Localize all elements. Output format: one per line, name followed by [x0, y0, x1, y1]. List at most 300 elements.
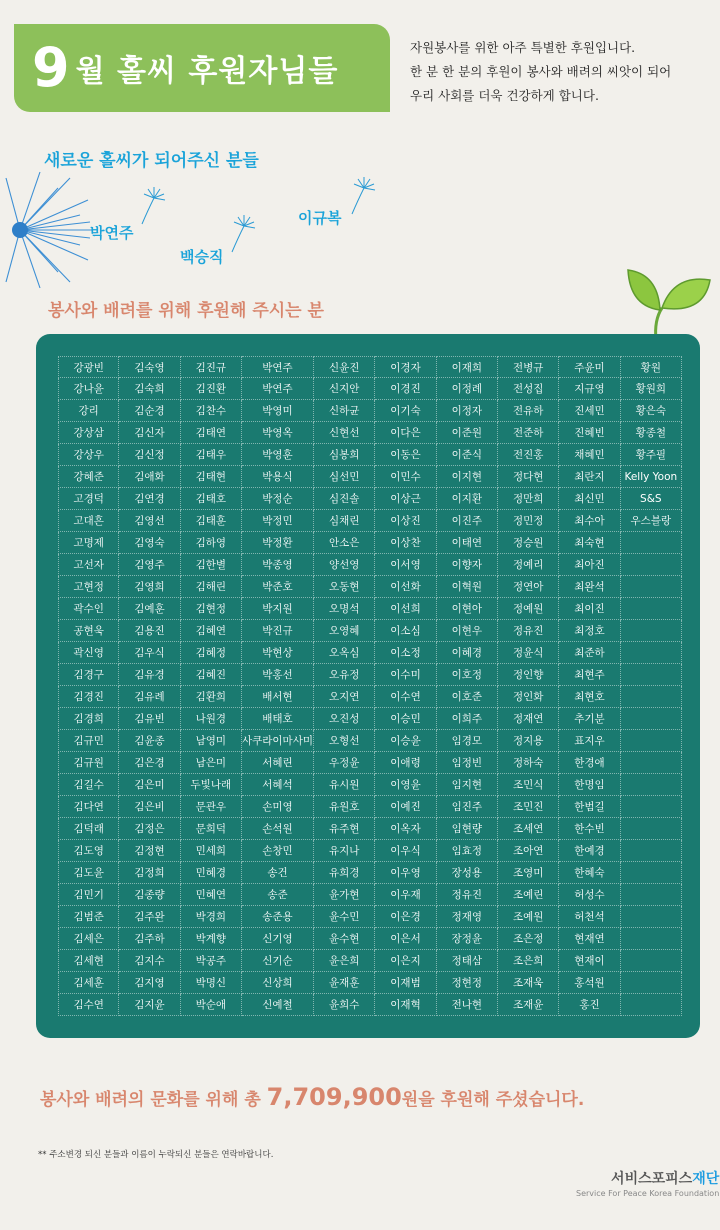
supporter-name-cell: 강광빈	[58, 356, 119, 378]
supporter-name-cell	[621, 774, 682, 796]
supporter-name-cell: 정민정	[498, 510, 559, 532]
supporter-name-cell: 김경구	[58, 664, 119, 686]
supporter-name-cell: 홍석원	[559, 972, 620, 994]
supporter-name-cell: 이향자	[437, 554, 498, 576]
supporter-name-cell: 이재혁	[375, 994, 436, 1016]
supporter-name-cell	[621, 708, 682, 730]
supporter-name-cell: 임진주	[437, 796, 498, 818]
dandelion-icon	[0, 170, 100, 290]
supporter-name-cell: 전준하	[498, 422, 559, 444]
supporter-name-cell: 서혜린	[242, 752, 314, 774]
supporter-name-cell: 공현욱	[58, 620, 119, 642]
supporter-name-cell: 최현주	[559, 664, 620, 686]
supporter-name-cell: 안소은	[314, 532, 375, 554]
supporter-name-cell: 정인화	[498, 686, 559, 708]
new-donor-name: 이규복	[298, 209, 342, 227]
supporter-name-cell: S&S	[621, 488, 682, 510]
supporter-name-cell: 정만희	[498, 488, 559, 510]
supporter-name-cell: 허천석	[559, 906, 620, 928]
supporter-name-cell: 정지용	[498, 730, 559, 752]
supporter-name-cell: 정연아	[498, 576, 559, 598]
supporter-name-cell: 신상희	[242, 972, 314, 994]
supporter-name-cell: 나원경	[181, 708, 242, 730]
supporter-name-cell	[621, 642, 682, 664]
supporter-name-cell: 신하균	[314, 400, 375, 422]
supporter-name-cell	[621, 532, 682, 554]
supporter-name-cell: 문관우	[181, 796, 242, 818]
supporter-name-cell: 박현상	[242, 642, 314, 664]
supporter-name-cell: 최준하	[559, 642, 620, 664]
supporters-board	[36, 334, 700, 1038]
supporter-name-cell: 서혜석	[242, 774, 314, 796]
supporter-name-cell	[621, 598, 682, 620]
supporter-name-cell: 이지환	[437, 488, 498, 510]
supporter-name-cell: 정인향	[498, 664, 559, 686]
supporter-name-cell	[621, 796, 682, 818]
supporter-name-cell: 이선희	[375, 598, 436, 620]
supporter-name-cell: 김세은	[58, 928, 119, 950]
supporter-name-cell: 전유하	[498, 400, 559, 422]
supporter-name-cell: 이민수	[375, 466, 436, 488]
supporter-name-cell: 이은지	[375, 950, 436, 972]
supporter-name-cell: 강상삼	[58, 422, 119, 444]
supporter-name-cell: 한혜숙	[559, 862, 620, 884]
supporter-name-cell: 신현선	[314, 422, 375, 444]
supporter-name-cell: 유주현	[314, 818, 375, 840]
supporters-grid	[58, 356, 682, 1016]
supporter-name-cell	[621, 730, 682, 752]
supporter-name-cell: 이소정	[375, 642, 436, 664]
supporter-name-cell: 김은미	[119, 774, 180, 796]
supporter-name-cell: 표지우	[559, 730, 620, 752]
supporter-name-cell: 김경진	[58, 686, 119, 708]
page-title: 월 홀씨 후원자님들	[75, 54, 339, 89]
supporter-name-cell: 이승윤	[375, 730, 436, 752]
supporter-name-cell: 오진성	[314, 708, 375, 730]
dandelion-seed-icon	[348, 176, 378, 216]
supporter-name-cell: 김범준	[58, 906, 119, 928]
logo-name-accent: 재단	[692, 1171, 720, 1187]
dandelion-seed-icon	[228, 214, 258, 254]
supporter-name-cell: 김한별	[181, 554, 242, 576]
supporter-name-cell: 이지현	[437, 466, 498, 488]
supporter-name-cell: 유지나	[314, 840, 375, 862]
supporter-name-cell: 윤수현	[314, 928, 375, 950]
supporter-name-cell: 김신정	[119, 444, 180, 466]
supporter-name-cell: 김신자	[119, 422, 180, 444]
supporter-name-cell: 김수연	[58, 994, 119, 1016]
supporter-name-cell: 조민진	[498, 796, 559, 818]
supporter-name-cell: 김민기	[58, 884, 119, 906]
supporter-name-cell: 김지수	[119, 950, 180, 972]
supporter-name-cell: 강나윤	[58, 378, 119, 400]
supporter-name-cell: 김영희	[119, 576, 180, 598]
supporter-name-cell: 박영옥	[242, 422, 314, 444]
supporter-name-cell: 김영숙	[119, 532, 180, 554]
supporter-name-cell: 박영훈	[242, 444, 314, 466]
supporter-name-cell: 전진홍	[498, 444, 559, 466]
supporter-name-cell: 진혜빈	[559, 422, 620, 444]
supporter-name-cell: 오동현	[314, 576, 375, 598]
supporter-name-cell: 윤은희	[314, 950, 375, 972]
logo-name-main: 서비스포피스	[611, 1171, 693, 1187]
supporter-name-cell: 우스블랑	[621, 510, 682, 532]
supporter-name-cell: 김하영	[181, 532, 242, 554]
supporter-name-cell: 김현정	[181, 598, 242, 620]
supporter-name-cell: 이옥자	[375, 818, 436, 840]
supporter-name-cell: 고현정	[58, 576, 119, 598]
supporter-name-cell: 문희덕	[181, 818, 242, 840]
supporter-name-cell: 최현호	[559, 686, 620, 708]
supporter-name-cell: 한경애	[559, 752, 620, 774]
supporter-name-cell: 이희주	[437, 708, 498, 730]
supporter-name-cell: 이호정	[437, 664, 498, 686]
supporter-name-cell: 신윤진	[314, 356, 375, 378]
supporter-name-cell: 김진환	[181, 378, 242, 400]
supporter-name-cell: 이현우	[437, 620, 498, 642]
supporter-name-cell: 정유진	[498, 620, 559, 642]
supporter-name-cell: 허성수	[559, 884, 620, 906]
supporter-name-cell: 정승원	[498, 532, 559, 554]
supporter-name-cell: 이소심	[375, 620, 436, 642]
supporter-name-cell: 박명신	[181, 972, 242, 994]
supporter-name-cell: 이기숙	[375, 400, 436, 422]
total-suffix: 원을 후원해 주셨습니다.	[401, 1090, 585, 1110]
supporter-name-cell: 이수미	[375, 664, 436, 686]
supporter-name-cell: 임정빈	[437, 752, 498, 774]
supporter-name-cell: 전병규	[498, 356, 559, 378]
supporter-name-cell: 박계향	[181, 928, 242, 950]
supporter-name-cell: 김예훈	[119, 598, 180, 620]
total-prefix: 봉사와 배려의 문화를 위해 총	[40, 1090, 267, 1110]
supporter-name-cell: 지규영	[559, 378, 620, 400]
supporter-name-cell: 최신민	[559, 488, 620, 510]
supporter-name-cell: 김다연	[58, 796, 119, 818]
supporter-name-cell: 정재영	[437, 906, 498, 928]
supporter-name-cell: 김숙영	[119, 356, 180, 378]
supporter-name-cell: 추기분	[559, 708, 620, 730]
supporter-name-cell: 김규원	[58, 752, 119, 774]
supporter-name-cell: 전나현	[437, 994, 498, 1016]
supporter-name-cell: 정태삼	[437, 950, 498, 972]
supporter-name-cell: 조재윤	[498, 994, 559, 1016]
supporter-name-cell: 한범길	[559, 796, 620, 818]
supporter-name-cell: 이다은	[375, 422, 436, 444]
supporter-name-cell: 이재희	[437, 356, 498, 378]
total-donation-statement	[40, 1083, 584, 1111]
supporter-name-cell: 강상우	[58, 444, 119, 466]
dandelion-seed-icon	[138, 186, 168, 226]
logo-subtitle: Service For Peace Korea Foundation	[576, 1189, 720, 1198]
supporter-name-cell: 심선민	[314, 466, 375, 488]
supporter-name-cell: Kelly Yoon	[621, 466, 682, 488]
supporter-name-cell: 김종량	[119, 884, 180, 906]
supporter-name-cell: 유원호	[314, 796, 375, 818]
supporter-name-cell: 이정자	[437, 400, 498, 422]
supporter-name-cell: 박경희	[181, 906, 242, 928]
supporter-name-cell: 김영주	[119, 554, 180, 576]
supporter-name-cell: 송건	[242, 862, 314, 884]
intro-line: 자원봉사를 위한 아주 특별한 후원입니다.	[410, 40, 636, 55]
supporter-name-cell: 이상근	[375, 488, 436, 510]
supporter-name-cell: 신예철	[242, 994, 314, 1016]
supporter-name-cell: 이정례	[437, 378, 498, 400]
supporter-name-cell: 이영윤	[375, 774, 436, 796]
supporter-name-cell: 임현량	[437, 818, 498, 840]
supporter-name-cell: 박지원	[242, 598, 314, 620]
supporter-name-cell: 윤수민	[314, 906, 375, 928]
supporter-name-cell	[621, 950, 682, 972]
supporter-name-cell: 김혜정	[181, 642, 242, 664]
supporter-name-cell: 황원희	[621, 378, 682, 400]
supporter-name-cell: 박종영	[242, 554, 314, 576]
supporter-name-cell: 임지현	[437, 774, 498, 796]
supporter-name-cell: 김지영	[119, 972, 180, 994]
supporter-name-cell: 김정은	[119, 818, 180, 840]
supporter-name-cell: 이진주	[437, 510, 498, 532]
supporter-name-cell	[621, 906, 682, 928]
supporter-name-cell: 손미영	[242, 796, 314, 818]
supporter-name-cell: 민세희	[181, 840, 242, 862]
supporter-name-cell: 전성집	[498, 378, 559, 400]
supporter-name-cell: 오유정	[314, 664, 375, 686]
supporter-name-cell: 정재연	[498, 708, 559, 730]
supporter-name-cell: 김도영	[58, 840, 119, 862]
supporter-name-cell: 배태호	[242, 708, 314, 730]
supporter-name-cell	[621, 620, 682, 642]
supporter-name-cell: 김태훈	[181, 510, 242, 532]
supporter-name-cell: 오영혜	[314, 620, 375, 642]
supporter-name-cell: 고명제	[58, 532, 119, 554]
supporter-name-cell: 민혜경	[181, 862, 242, 884]
supporter-name-cell	[621, 576, 682, 598]
supporter-name-cell: 윤희수	[314, 994, 375, 1016]
supporter-name-cell: 이동은	[375, 444, 436, 466]
supporter-name-cell: 김태현	[181, 466, 242, 488]
supporter-name-cell: 박정민	[242, 510, 314, 532]
supporter-name-cell: 김지윤	[119, 994, 180, 1016]
supporter-name-cell: 심채린	[314, 510, 375, 532]
sprout-icon	[624, 264, 714, 340]
supporter-name-cell: 김도윤	[58, 862, 119, 884]
supporter-name-cell: 고대흔	[58, 510, 119, 532]
supporter-name-cell	[621, 752, 682, 774]
supporter-name-cell: 조세연	[498, 818, 559, 840]
supporter-name-cell: 정윤식	[498, 642, 559, 664]
supporter-name-cell: 김은비	[119, 796, 180, 818]
supporter-name-cell	[621, 554, 682, 576]
supporter-name-cell: 김윤종	[119, 730, 180, 752]
supporter-name-cell: 채혜민	[559, 444, 620, 466]
supporter-name-cell: 정다현	[498, 466, 559, 488]
supporter-name-cell: 이애령	[375, 752, 436, 774]
supporter-name-cell: 조아연	[498, 840, 559, 862]
supporter-name-cell: 송준	[242, 884, 314, 906]
supporter-name-cell: 김순경	[119, 400, 180, 422]
supporter-name-cell: 조민식	[498, 774, 559, 796]
supporter-name-cell: 김주하	[119, 928, 180, 950]
supporter-name-cell: 곽수인	[58, 598, 119, 620]
supporter-name-cell	[621, 884, 682, 906]
supporter-name-cell: 최란지	[559, 466, 620, 488]
supporter-name-cell: 김환희	[181, 686, 242, 708]
supporter-name-cell: 이혁원	[437, 576, 498, 598]
supporter-name-cell: 이재범	[375, 972, 436, 994]
supporter-name-cell: 김세현	[58, 950, 119, 972]
supporter-name-cell: 김태연	[181, 422, 242, 444]
supporter-name-cell: 한명임	[559, 774, 620, 796]
page-title-banner	[14, 24, 390, 112]
supporter-name-cell: 김혜진	[181, 664, 242, 686]
supporter-name-cell: 박연주	[242, 378, 314, 400]
supporter-name-cell: 이준원	[437, 422, 498, 444]
total-amount: 7,709,900	[266, 1083, 402, 1111]
supporter-name-cell: 김숙희	[119, 378, 180, 400]
supporter-name-cell: 이경진	[375, 378, 436, 400]
supporter-name-cell: 김정희	[119, 862, 180, 884]
supporter-name-cell: 김애화	[119, 466, 180, 488]
supporter-name-cell: 김규민	[58, 730, 119, 752]
supporter-name-cell: 남은미	[181, 752, 242, 774]
supporter-name-cell: 김주완	[119, 906, 180, 928]
foundation-logo	[576, 1168, 719, 1198]
supporter-name-cell: 신기영	[242, 928, 314, 950]
supporter-name-cell: 김용진	[119, 620, 180, 642]
supporter-name-cell: 우정윤	[314, 752, 375, 774]
supporter-name-cell: 김영선	[119, 510, 180, 532]
supporter-name-cell: 김세훈	[58, 972, 119, 994]
supporter-name-cell: 김찬수	[181, 400, 242, 422]
supporter-name-cell: 오지연	[314, 686, 375, 708]
supporter-name-cell: 이호준	[437, 686, 498, 708]
supporter-name-cell: 이우식	[375, 840, 436, 862]
supporter-name-cell: 양선영	[314, 554, 375, 576]
supporter-name-cell: 김태우	[181, 444, 242, 466]
supporter-name-cell: 김경희	[58, 708, 119, 730]
supporter-name-cell	[621, 840, 682, 862]
supporter-name-cell: 심진솔	[314, 488, 375, 510]
supporter-name-cell: 조재욱	[498, 972, 559, 994]
supporter-name-cell: 주윤미	[559, 356, 620, 378]
supporter-name-cell: 박정순	[242, 488, 314, 510]
supporter-name-cell: 김태호	[181, 488, 242, 510]
supporter-name-cell: 심봉희	[314, 444, 375, 466]
supporter-name-cell	[621, 686, 682, 708]
supporter-name-cell: 이현아	[437, 598, 498, 620]
supporter-name-cell: 박준호	[242, 576, 314, 598]
supporter-name-cell: 김우식	[119, 642, 180, 664]
supporter-name-cell: 이상찬	[375, 532, 436, 554]
supporter-name-cell: 윤가현	[314, 884, 375, 906]
supporter-name-cell: 이예진	[375, 796, 436, 818]
supporter-name-cell	[621, 994, 682, 1016]
supporters-heading: 봉사와 배려를 위해 후원해 주시는 분	[48, 301, 324, 321]
supporter-name-cell: 임경모	[437, 730, 498, 752]
supporter-name-cell: 손창민	[242, 840, 314, 862]
supporter-name-cell: 정유진	[437, 884, 498, 906]
supporter-name-cell: 신기순	[242, 950, 314, 972]
supporter-name-cell: 김길수	[58, 774, 119, 796]
supporter-name-cell: 박진규	[242, 620, 314, 642]
supporter-name-cell: 조예원	[498, 906, 559, 928]
supporter-name-cell: 이은경	[375, 906, 436, 928]
supporter-name-cell: 윤재훈	[314, 972, 375, 994]
intro-line: 한 분 한 분의 후원이 봉사와 배려의 씨앗이 되어	[410, 64, 672, 79]
supporter-name-cell: 정현정	[437, 972, 498, 994]
supporter-name-cell: 남영미	[181, 730, 242, 752]
supporter-name-cell: 이승민	[375, 708, 436, 730]
supporter-name-cell: 최숙현	[559, 532, 620, 554]
supporter-name-cell: 이준식	[437, 444, 498, 466]
supporter-name-cell: 김유례	[119, 686, 180, 708]
title-month-number: 9	[32, 36, 70, 99]
supporter-name-cell: 이수연	[375, 686, 436, 708]
supporter-name-cell: 김정현	[119, 840, 180, 862]
supporter-name-cell: 이우영	[375, 862, 436, 884]
supporter-name-cell: 황원	[621, 356, 682, 378]
supporter-name-cell: 김유빈	[119, 708, 180, 730]
supporter-name-cell: 박영미	[242, 400, 314, 422]
supporter-name-cell: 박공주	[181, 950, 242, 972]
supporter-name-cell: 김연경	[119, 488, 180, 510]
supporter-name-cell: 오형선	[314, 730, 375, 752]
supporter-name-cell	[621, 972, 682, 994]
supporter-name-cell: 오명석	[314, 598, 375, 620]
supporter-name-cell: 김해린	[181, 576, 242, 598]
new-donor-name: 백승직	[180, 248, 224, 266]
supporter-name-cell: 이상진	[375, 510, 436, 532]
supporter-name-cell: 곽신영	[58, 642, 119, 664]
supporter-name-cell: 박용식	[242, 466, 314, 488]
supporter-name-cell: 한수빈	[559, 818, 620, 840]
supporter-name-cell: 강리	[58, 400, 119, 422]
supporter-name-cell: 장성용	[437, 862, 498, 884]
supporter-name-cell: 강혜준	[58, 466, 119, 488]
supporter-name-cell: 임효정	[437, 840, 498, 862]
supporter-name-cell: 이혜경	[437, 642, 498, 664]
supporter-name-cell: 홍진	[559, 994, 620, 1016]
new-donor-name: 박연주	[90, 224, 134, 242]
supporter-name-cell: 진세민	[559, 400, 620, 422]
supporter-name-cell: 황주필	[621, 444, 682, 466]
supporter-name-cell	[621, 664, 682, 686]
supporter-name-cell: 민혜연	[181, 884, 242, 906]
supporter-name-cell: 최이진	[559, 598, 620, 620]
supporter-name-cell: 신지안	[314, 378, 375, 400]
intro-text	[410, 36, 710, 108]
supporter-name-cell: 유시원	[314, 774, 375, 796]
supporter-name-cell: 김진규	[181, 356, 242, 378]
supporter-name-cell: 이은서	[375, 928, 436, 950]
supporter-name-cell: 장정윤	[437, 928, 498, 950]
supporter-name-cell: 김혜연	[181, 620, 242, 642]
supporter-name-cell: 한예경	[559, 840, 620, 862]
supporter-name-cell: 고경덕	[58, 488, 119, 510]
supporter-name-cell: 박순애	[181, 994, 242, 1016]
supporter-name-cell: 황은숙	[621, 400, 682, 422]
supporter-name-cell: 정하숙	[498, 752, 559, 774]
supporter-name-cell: 유희경	[314, 862, 375, 884]
supporter-name-cell: 최수아	[559, 510, 620, 532]
supporter-name-cell: 손석원	[242, 818, 314, 840]
supporter-name-cell: 이선화	[375, 576, 436, 598]
supporter-name-cell: 박홍선	[242, 664, 314, 686]
supporter-name-cell: 최완석	[559, 576, 620, 598]
supporter-name-cell: 오옥심	[314, 642, 375, 664]
supporter-name-cell: 이서영	[375, 554, 436, 576]
supporter-name-cell: 최정호	[559, 620, 620, 642]
supporter-name-cell: 김유경	[119, 664, 180, 686]
